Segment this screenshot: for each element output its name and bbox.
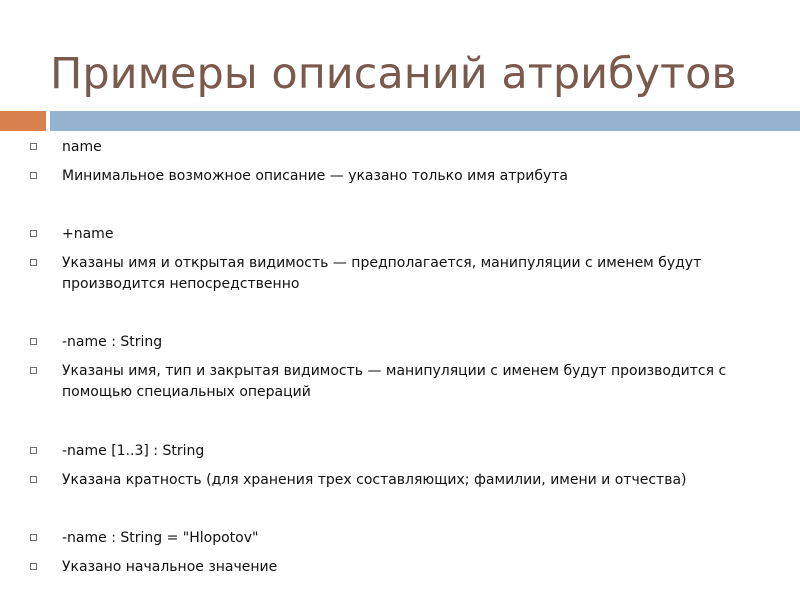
bullet-item [30, 441, 740, 462]
bullet-item [30, 224, 740, 245]
bullet-text: +name [62, 226, 114, 242]
bullet-item [30, 557, 740, 578]
square-bullet-icon [30, 172, 37, 179]
bullet-text: Указаны имя и открытая видимость — предполагается, манипуляции с именем будут производится непосредственно [62, 255, 702, 292]
square-bullet-icon [30, 230, 37, 237]
bullet-item [30, 470, 740, 491]
bullet-item [30, 528, 740, 549]
square-bullet-icon [30, 143, 37, 150]
bullet-item [30, 361, 740, 403]
bullet-item [30, 332, 740, 353]
accent-bar-orange [0, 111, 46, 131]
bullet-text: -name : String [62, 334, 163, 350]
slide-title: Примеры описаний атрибутов [50, 49, 737, 99]
bullet-text: Указана кратность (для хранения трех составляющих; фамилии, имени и отчества) [62, 472, 687, 488]
accent-bar-blue [50, 111, 800, 131]
bullet-item [30, 253, 740, 295]
square-bullet-icon [30, 534, 37, 541]
bullet-text: Указано начальное значение [62, 559, 278, 575]
bullet-text: -name [1..3] : String [62, 443, 205, 459]
square-bullet-icon [30, 259, 37, 266]
square-bullet-icon [30, 447, 37, 454]
bullet-text: Минимальное возможное описание — указано только имя атрибута [62, 168, 569, 184]
bullet-item [30, 137, 740, 158]
square-bullet-icon [30, 367, 37, 374]
square-bullet-icon [30, 563, 37, 570]
square-bullet-icon [30, 338, 37, 345]
bullet-item [30, 166, 740, 187]
bullet-text: -name : String = "Hlopotov" [62, 530, 259, 546]
square-bullet-icon [30, 476, 37, 483]
bullet-text: Указаны имя, тип и закрытая видимость — манипуляции с именем будут производится с помощью специальных операций [62, 363, 727, 400]
bullet-text: name [62, 139, 102, 155]
